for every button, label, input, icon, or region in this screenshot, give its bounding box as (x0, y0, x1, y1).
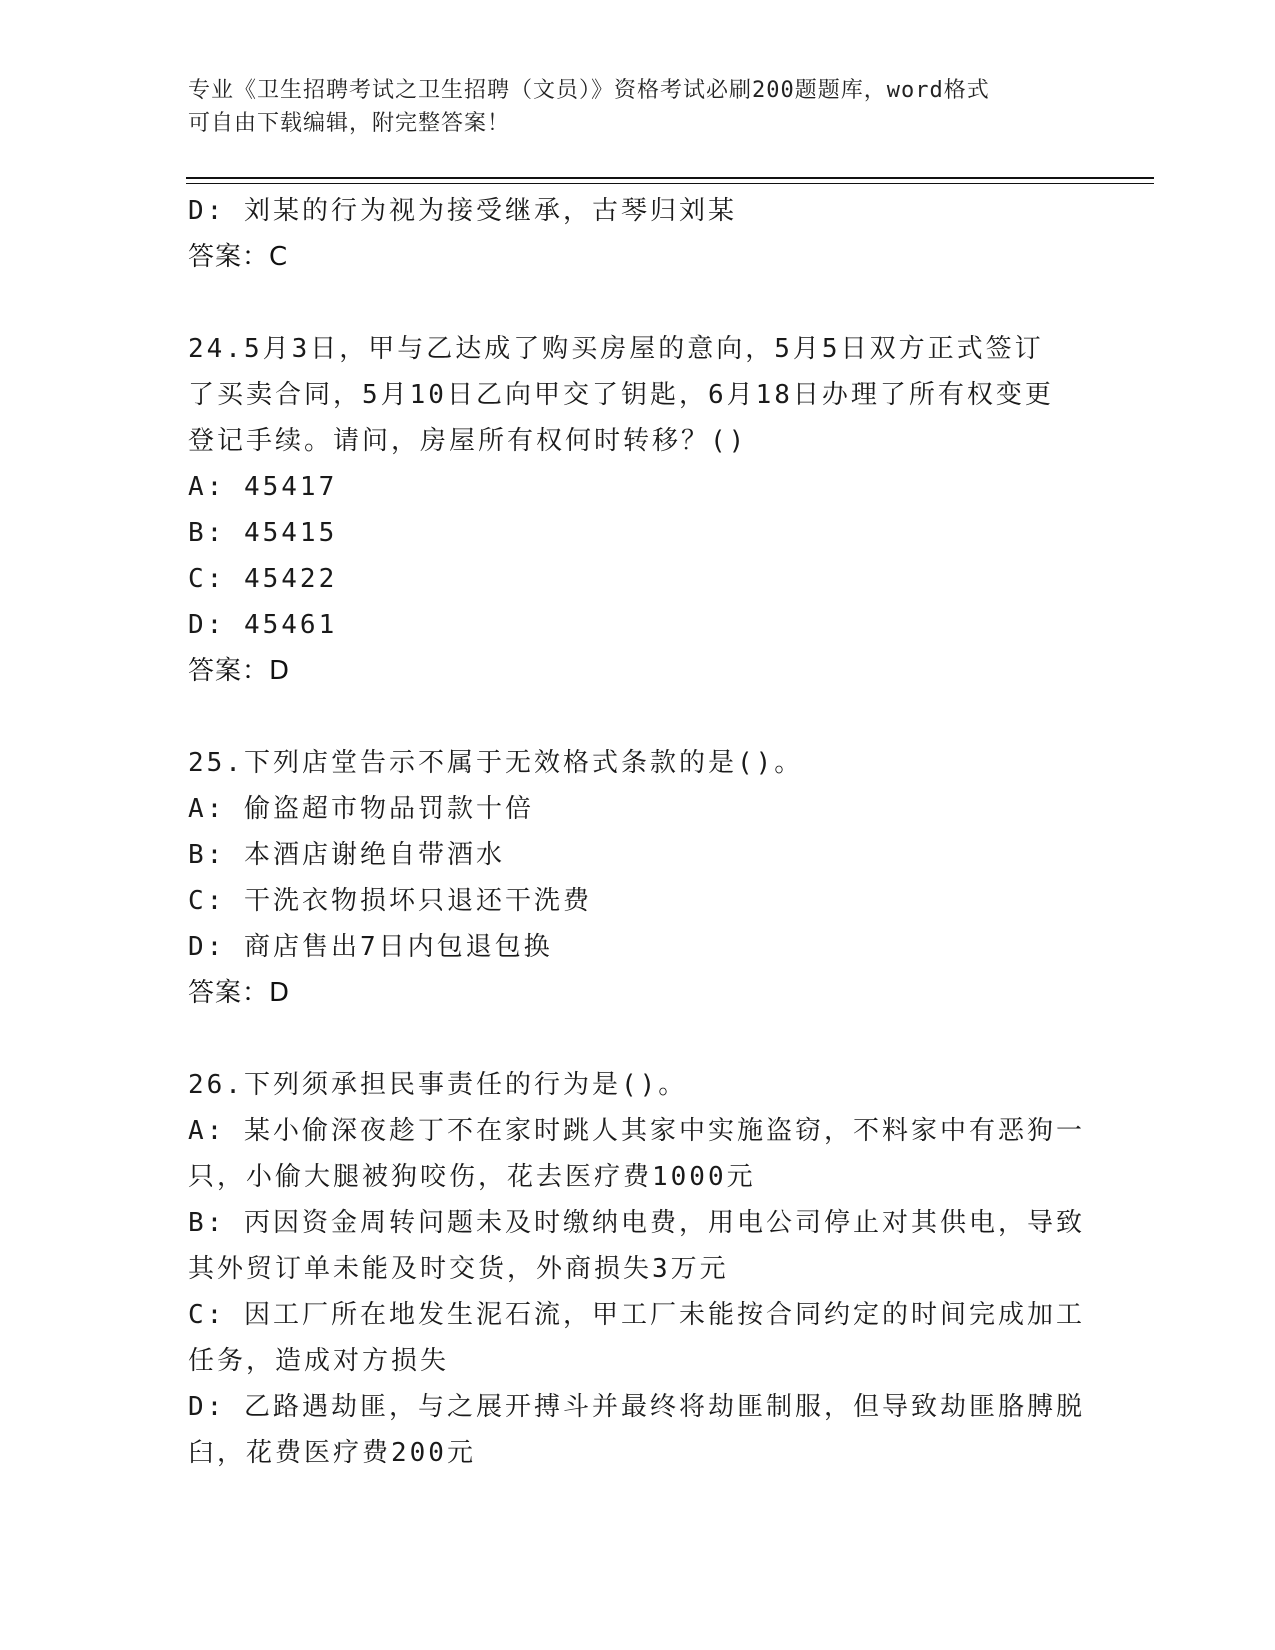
option-a: A: 偷盗超市物品罚款十倍 (188, 794, 534, 824)
question-24 (188, 326, 1088, 694)
header-title-line1: 专业《卫生招聘考试之卫生招聘（文员）》资格考试必刷200题题库，word格式 (188, 78, 990, 103)
question-stem: 登记手续。请问，房屋所有权何时转移？() (188, 426, 748, 456)
previous-question-tail (188, 188, 1088, 280)
question-stem: 26.下列须承担民事责任的行为是()。 (188, 1070, 688, 1100)
question-stem: 25.下列店堂告示不属于无效格式条款的是()。 (188, 748, 804, 778)
header-divider-thick (186, 177, 1154, 179)
option-b-continued: 其外贸订单未能及时交货，外商损失3万元 (188, 1254, 729, 1284)
answer-line: 答案：D (188, 656, 291, 686)
option-b: B: 丙因资金周转问题未及时缴纳电费，用电公司停止对其供电，导致 (188, 1208, 1085, 1238)
option-a: A: 45417 (188, 472, 338, 502)
spacer (188, 694, 1088, 740)
question-stem: 24.5月3日，甲与乙达成了购买房屋的意向，5月5日双方正式签订 (188, 334, 1044, 364)
spacer (188, 280, 1088, 326)
option-b: B: 45415 (188, 518, 338, 548)
option-c: C: 45422 (188, 564, 338, 594)
question-stem: 了买卖合同，5月10日乙向甲交了钥匙，6月18日办理了所有权变更 (188, 380, 1054, 410)
option-d-continued: 臼，花费医疗费200元 (188, 1438, 476, 1468)
option-d: D: 刘某的行为视为接受继承，古琴归刘某 (188, 196, 737, 226)
page-header (188, 74, 1088, 140)
header-divider-thin (186, 183, 1154, 184)
option-b: B: 本酒店谢绝自带酒水 (188, 840, 505, 870)
option-a-continued: 只，小偷大腿被狗咬伤，花去医疗费1000元 (188, 1162, 756, 1192)
header-title-line2: 可自由下载编辑，附完整答案！ (188, 111, 511, 136)
option-c-continued: 任务，造成对方损失 (188, 1346, 450, 1376)
option-d: D: 乙路遇劫匪，与之展开搏斗并最终将劫匪制服，但导致劫匪胳膊脱 (188, 1392, 1085, 1422)
answer-line: 答案：D (188, 978, 291, 1008)
option-d: D: 45461 (188, 610, 338, 640)
spacer (188, 1016, 1088, 1062)
option-d: D: 商店售出7日内包退包换 (188, 932, 553, 962)
option-c: C: 干洗衣物损坏只退还干洗费 (188, 886, 592, 916)
question-content (188, 188, 1088, 1476)
answer-line: 答案：C (188, 242, 289, 272)
option-c: C: 因工厂所在地发生泥石流，甲工厂未能按合同约定的时间完成加工 (188, 1300, 1085, 1330)
question-25 (188, 740, 1088, 1016)
question-26 (188, 1062, 1088, 1476)
option-a: A: 某小偷深夜趁丁不在家时跳人其家中实施盗窃，不料家中有恶狗一 (188, 1116, 1085, 1146)
